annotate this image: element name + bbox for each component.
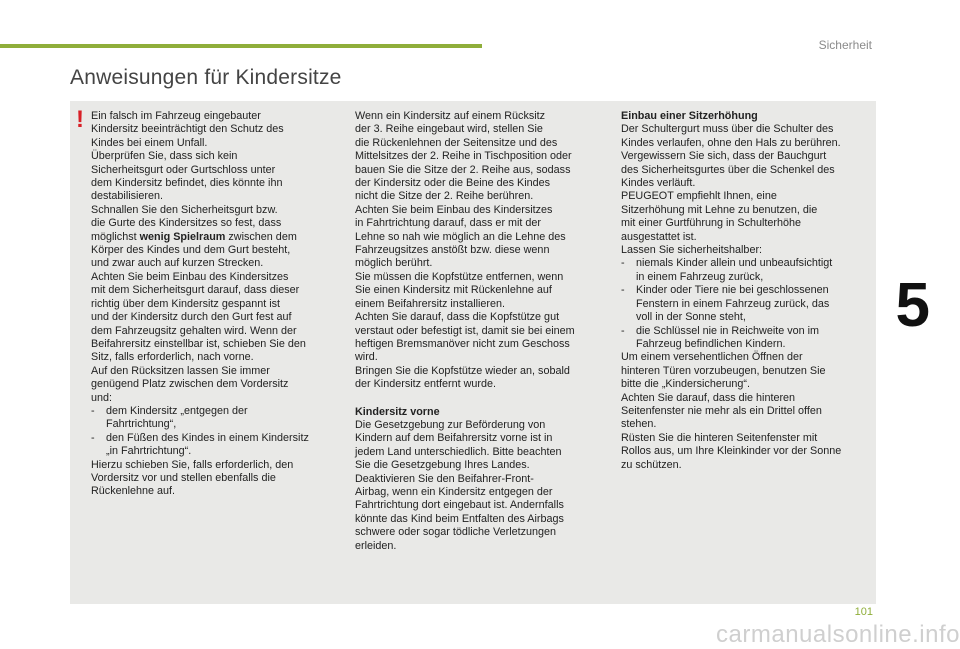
text-line: Seitenfenster nie mehr als ein Drittel offen <box>621 404 822 417</box>
text-line: heftigen Bremsmanöver nicht zum Geschoss <box>355 337 570 350</box>
text-line: Sitz, falls erforderlich, nach vorne. <box>91 351 254 364</box>
text-line: richtig über dem Kindersitz gespannt ist <box>91 297 281 310</box>
text-line: mit einer Gurtführung in Schulterhöhe <box>621 217 802 230</box>
list-line: „in Fahrtrichtung“. <box>106 445 192 458</box>
text-line: Vergewissern Sie sich, dass der Bauchgurt <box>621 150 827 163</box>
text-line: Achten Sie darauf, dass die hinteren <box>621 391 796 404</box>
text-line: Kindes verlaufen, ohne den Hals zu berühren. <box>621 136 841 149</box>
bullet-dash: - <box>91 431 95 444</box>
text-line: Schnallen Sie den Sicherheitsgurt bzw. <box>91 203 278 216</box>
column-3 <box>621 110 869 472</box>
text-line: des Sicherheitsgurtes über die Schenkel des <box>621 163 835 176</box>
paragraph-gap <box>355 392 603 406</box>
text-line: Kindersitz beeinträchtigt den Schutz des <box>91 123 284 136</box>
list-line: voll in der Sonne steht, <box>636 311 746 324</box>
list-item-text <box>106 432 309 459</box>
emphasis-text: wenig Spielraum <box>139 230 226 243</box>
text-line: in Fahrtrichtung darauf, dass er mit der <box>355 217 542 230</box>
text-line: Fahrtrichtung dort eingebaut ist. Andernfalls <box>355 499 564 512</box>
list-item-text <box>636 257 832 284</box>
text-line: und: <box>91 391 113 404</box>
text-line: Beifahrersitz einstellbar ist, schieben Sie den <box>91 337 306 350</box>
text-line: und zwar auch auf kurzen Strecken. <box>91 257 264 270</box>
text-line: jedem Land unterschiedlich. Bitte beachten <box>355 445 562 458</box>
text-line: ausgestattet ist. <box>621 230 697 243</box>
text-line: Die Gesetzgebung zur Beförderung von <box>355 418 546 431</box>
text-line: Airbag, wenn ein Kindersitz entgegen der <box>355 485 553 498</box>
subheading-booster-seat: Einbau einer Sitzerhöhung <box>621 110 758 122</box>
page-number: 101 <box>854 606 873 618</box>
text-line: der Kindersitz entfernt wurde. <box>355 378 497 391</box>
page-title: Anweisungen für Kindersitze <box>70 66 342 89</box>
text-line: zu schützen. <box>621 458 682 471</box>
text-line: genügend Platz zwischen dem Vordersitz <box>91 378 289 391</box>
text-line: Hierzu schieben Sie, falls erforderlich, den <box>91 458 294 471</box>
text-line: Achten Sie beim Einbau des Kindersitzes <box>91 270 289 283</box>
header-accent-bar <box>0 44 482 48</box>
text-line: Kindes verläuft. <box>621 177 696 190</box>
text-line: nicht die Sitze der 2. Reihe berühren. <box>355 190 534 203</box>
text-line: destabilisieren. <box>91 190 164 203</box>
bullet-dash: - <box>621 324 625 337</box>
list-line: Fenstern in einem Fahrzeug zurück, das <box>636 297 830 310</box>
text-line: Sie die Gesetzgebung Ihres Landes. <box>355 459 530 472</box>
list-line: die Schlüssel nie in Reichweite von im <box>636 324 820 337</box>
text-line: die Rückenlehnen der Seitensitze und des <box>355 136 558 149</box>
chapter-number: 5 <box>895 271 930 340</box>
text-fragment: zwischen dem <box>225 230 297 243</box>
text-line: Rückenlehne auf. <box>91 485 176 498</box>
text-line: Lehne so nah wie möglich an die Lehne des <box>355 230 566 243</box>
text-line: Rüsten Sie die hinteren Seitenfenster mit <box>621 431 818 444</box>
text-line: Auf den Rücksitzen lassen Sie immer <box>91 364 270 377</box>
text-line: Sie einen Kindersitz mit Rückenlehne auf <box>355 284 552 297</box>
text-line: Der Schultergurt muss über die Schulter des <box>621 123 834 136</box>
text-line: Überprüfen Sie, dass sich kein <box>91 150 238 163</box>
text-line: könnte das Kind beim Entfalten des Airbags <box>355 512 564 525</box>
text-line: dem Kindersitz befindet, dies könnte ihn <box>91 177 283 190</box>
bullet-dash: - <box>621 257 625 270</box>
warning-exclamation-icon: ! <box>76 106 84 133</box>
text-line: Kindern auf dem Beifahrersitz vorne ist in <box>355 432 553 445</box>
text-line: einem Beifahrersitz installieren. <box>355 297 506 310</box>
text-line: bitte die „Kindersicherung“. <box>621 378 751 391</box>
text-line: Mittelsitzes der 2. Reihe in Tischposition oder <box>355 150 572 163</box>
text-line: Wenn ein Kindersitz auf einem Rücksitz <box>355 110 546 122</box>
list-line: Fahrzeug befindlichen Kindern. <box>636 337 786 350</box>
text-line: der Kindersitz oder die Beine des Kindes <box>355 177 551 190</box>
bullet-dash: - <box>621 284 625 297</box>
text-line: Kindes bei einem Unfall. <box>91 136 208 149</box>
text-line: Achten Sie beim Einbau des Kindersitzes <box>355 203 553 216</box>
text-line: Deaktivieren Sie den Beifahrer-Front- <box>355 472 534 485</box>
list-line: dem Kindersitz „entgegen der <box>106 404 248 417</box>
text-line <box>91 231 341 244</box>
text-line: hinteren Türen vorzubeugen, benutzen Sie <box>621 364 826 377</box>
column-1 <box>91 110 341 499</box>
text-line: Körper des Kindes und dem Gurt besteht, <box>91 244 291 257</box>
list-item-text <box>636 325 819 352</box>
text-line: Sitzerhöhung mit Lehne zu benutzen, die <box>621 203 818 216</box>
text-fragment: möglichst <box>91 230 140 243</box>
text-line: wird. <box>355 351 378 364</box>
list-item-text <box>636 284 829 324</box>
list-line: Kinder oder Tiere nie bei geschlossenen <box>636 284 829 297</box>
text-line: möglich berührt. <box>355 257 433 270</box>
text-line: dem Fahrzeugsitz gehalten wird. Wenn der <box>91 324 297 337</box>
text-line: Um einem versehentlichen Öffnen der <box>621 351 803 364</box>
text-line: die Gurte des Kindersitzes so fest, dass <box>91 217 282 230</box>
text-line: schwere oder sogar tödliche Verletzungen <box>355 526 557 539</box>
text-line: mit dem Sicherheitsgurt darauf, dass dieser <box>91 284 300 297</box>
text-line: Rollos aus, um Ihre Kleinkinder vor der Sonne <box>621 445 842 458</box>
text-line: Sicherheitsgurt oder Gurtschloss unter <box>91 163 276 176</box>
subheading-front-seat: Kindersitz vorne <box>355 405 440 418</box>
watermark-text: carmanualsonline.info <box>716 621 960 648</box>
list-line: in einem Fahrzeug zurück, <box>636 270 764 283</box>
text-line: Ein falsch im Fahrzeug eingebauter <box>91 110 261 122</box>
list-item <box>621 284 869 324</box>
text-line: Achten Sie darauf, dass die Kopfstütze gut <box>355 311 560 324</box>
section-name: Sicherheit <box>818 38 872 52</box>
text-line: und der Kindersitz durch den Gurt fest auf <box>91 311 292 324</box>
list-item <box>91 405 341 432</box>
text-line: Sie müssen die Kopfstütze entfernen, wenn <box>355 270 564 283</box>
list-line: Fahrtrichtung“, <box>106 418 177 431</box>
text-line: der 3. Reihe eingebaut wird, stellen Sie <box>355 123 543 136</box>
text-line: PEUGEOT empfiehlt Ihnen, eine <box>621 190 777 203</box>
text-line: erleiden. <box>355 539 397 552</box>
bullet-dash: - <box>91 404 95 417</box>
list-line: niemals Kinder allein und unbeaufsichtigt <box>636 257 833 270</box>
column-2 <box>355 110 603 553</box>
list-item-text <box>106 405 248 432</box>
text-line: Fahrzeugsitzes anstößt bzw. diese wenn <box>355 244 550 257</box>
list-line: den Füßen des Kindes in einem Kindersitz <box>106 431 309 444</box>
text-line: bauen Sie die Sitze der 2. Reihe aus, sodass <box>355 163 571 176</box>
text-line: Lassen Sie sicherheitshalber: <box>621 244 763 257</box>
text-line: Vordersitz vor und stellen ebenfalls die <box>91 471 276 484</box>
text-line: Bringen Sie die Kopfstütze wieder an, sobald <box>355 364 570 377</box>
list-item <box>621 325 869 352</box>
text-line: verstaut oder befestigt ist, damit sie bei einem <box>355 324 575 337</box>
list-item <box>91 432 341 459</box>
text-line: stehen. <box>621 418 657 431</box>
list-item <box>621 257 869 284</box>
